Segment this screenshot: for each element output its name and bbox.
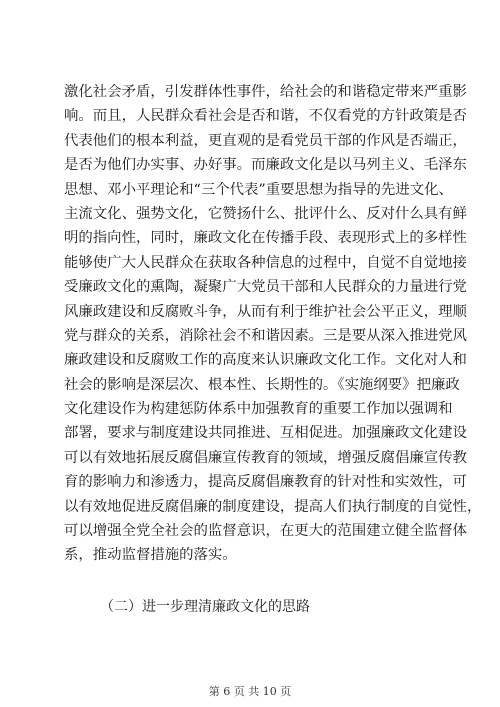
page-footer: 第 6 页 共 10 页 <box>208 685 292 698</box>
paragraph-line: 可以有效地拓展反腐倡廉宣传教育的领域，增强反腐倡廉宣传教 <box>64 449 467 466</box>
paragraph-line: 可以增强全党全社会的监督意识，在更大的范围建立健全监督体 <box>64 523 467 540</box>
section-subheading: （二）进一步理清廉政文化的思路 <box>100 599 310 615</box>
paragraph-line: 社会的影响是深层次、根本性、长期性的。《实施纲要》把廉政 <box>64 376 460 393</box>
paragraph-line: 党与群众的关系，消除社会不和谐因素。三是要从深入推进党风 <box>64 327 467 344</box>
paragraph-line: 是否为他们办实事、办好事。而廉政文化是以马列主义、毛泽东 <box>64 157 467 174</box>
body-paragraph <box>64 80 482 568</box>
paragraph-line: 以有效地促进反腐倡廉的制度建设，提高人们执行制度的自觉性， <box>64 498 482 515</box>
paragraph-line: 育的影响力和渗透力，提高反腐倡廉教育的针对性和实效性，可 <box>64 474 467 491</box>
paragraph-line: 文化建设作为构建惩防体系中加强教育的重要工作加以强调和 <box>64 401 453 418</box>
paragraph-line: 代表他们的根本利益，更直观的是看党员干部的作风是否端正， <box>64 132 467 149</box>
paragraph-line: 廉政建设和反腐败工作的高度来认识廉政文化工作。文化对人和 <box>64 352 467 369</box>
paragraph-line: 部署，要求与制度建设共同推进、互相促进。加强廉政文化建设 <box>64 425 467 442</box>
paragraph-line: 受廉政文化的熏陶，凝聚广大党员干部和人民群众的力量进行党 <box>64 279 467 296</box>
paragraph-line: 激化社会矛盾，引发群体性事件，给社会的和谐稳定带来严重影 <box>64 84 467 100</box>
paragraph-line: 系，推动监督措施的落实。 <box>64 547 237 564</box>
paragraph-line: 风廉政建设和反腐败斗争，从而有利于维护社会公平正义，理顺 <box>64 303 467 320</box>
paragraph-line: 明的指向性，同时，廉政文化在传播手段、表现形式上的多样性 <box>64 230 467 247</box>
paragraph-line: 能够使广大人民群众在获取各种信息的过程中，自觉不自觉地接 <box>64 254 467 271</box>
paragraph-line: 主流文化、强势文化，它赞扬什么、批评什么、反对什么具有鲜 <box>64 205 467 222</box>
paragraph-line: 思想、邓小平理论和“三个代表”重要思想为指导的先进文化、 <box>64 181 453 198</box>
paragraph-line: 响。而且，人民群众看社会是否和谐，不仅看党的方针政策是否 <box>64 108 467 125</box>
